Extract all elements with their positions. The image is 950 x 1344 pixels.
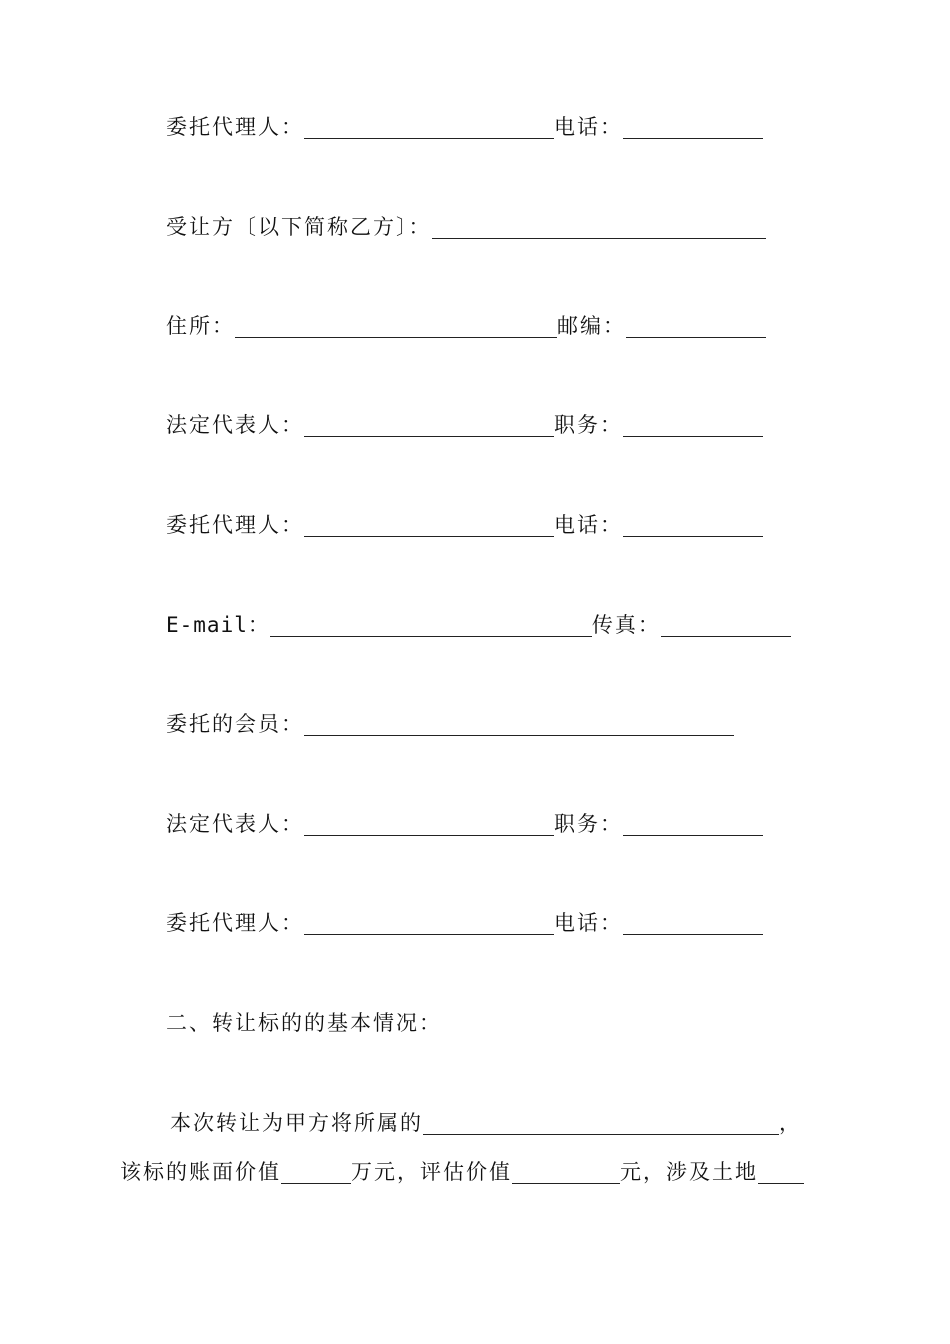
blank-book-value-field[interactable] xyxy=(281,1159,351,1184)
blank-position-field[interactable] xyxy=(623,412,763,437)
label-assessed-value: 万元，评估价值 xyxy=(351,1160,512,1184)
blank-position-field[interactable] xyxy=(623,811,763,836)
label-postcode: 邮编： xyxy=(557,314,626,338)
label-land: 元，涉及土地 xyxy=(620,1160,758,1184)
label-agent: 委托代理人： xyxy=(166,115,304,139)
form-row-legal-rep-2 xyxy=(166,809,763,839)
blank-address-field[interactable] xyxy=(235,313,557,338)
blank-land-field[interactable] xyxy=(758,1159,804,1184)
label-position: 职务： xyxy=(554,413,623,437)
blank-agent-field[interactable] xyxy=(304,512,554,537)
form-row-agent-2 xyxy=(166,510,763,540)
form-row-address xyxy=(166,311,766,341)
form-row-legal-rep-1 xyxy=(166,410,763,440)
label-phone: 电话： xyxy=(554,115,623,139)
label-address: 住所： xyxy=(166,314,235,338)
blank-transferee-field[interactable] xyxy=(432,214,766,239)
blank-subject-field[interactable] xyxy=(423,1110,779,1135)
label-agent: 委托代理人： xyxy=(166,513,304,537)
form-row-agent-3 xyxy=(166,908,763,938)
label-fax: 传真： xyxy=(591,613,661,637)
blank-phone-field[interactable] xyxy=(623,512,763,537)
blank-phone-field[interactable] xyxy=(623,910,763,935)
paragraph-comma: ， xyxy=(779,1111,802,1135)
form-row-email xyxy=(166,610,791,640)
label-phone: 电话： xyxy=(554,513,623,537)
paragraph-line-1 xyxy=(170,1108,802,1138)
paragraph-line-2 xyxy=(120,1157,804,1187)
blank-legal-rep-field[interactable] xyxy=(304,412,554,437)
section-heading xyxy=(166,1008,442,1038)
label-position: 职务： xyxy=(554,812,623,836)
label-transferee: 受让方〔以下简称乙方〕： xyxy=(166,215,432,239)
blank-agent-field[interactable] xyxy=(304,114,554,139)
label-legal-rep: 法定代表人： xyxy=(166,413,304,437)
blank-phone-field[interactable] xyxy=(623,114,763,139)
blank-postcode-field[interactable] xyxy=(626,313,766,338)
blank-email-field[interactable] xyxy=(270,612,592,637)
label-legal-rep: 法定代表人： xyxy=(166,812,304,836)
blank-member-field[interactable] xyxy=(304,711,734,736)
form-row-transferee xyxy=(166,212,766,242)
blank-legal-rep-field[interactable] xyxy=(304,811,554,836)
label-agent: 委托代理人： xyxy=(166,911,304,935)
blank-agent-field[interactable] xyxy=(304,910,554,935)
paragraph-text: 本次转让为甲方将所属的 xyxy=(170,1111,423,1135)
label-member: 委托的会员： xyxy=(166,712,304,736)
form-row-member xyxy=(166,709,734,739)
form-row-agent-1 xyxy=(166,112,763,142)
label-email: E-mail： xyxy=(166,613,270,637)
label-phone: 电话： xyxy=(554,911,623,935)
blank-fax-field[interactable] xyxy=(661,612,791,637)
label-book-value: 该标的账面价值 xyxy=(120,1160,281,1184)
blank-assessed-value-field[interactable] xyxy=(512,1159,620,1184)
section-heading-text: 二、转让标的的基本情况： xyxy=(166,1011,442,1035)
